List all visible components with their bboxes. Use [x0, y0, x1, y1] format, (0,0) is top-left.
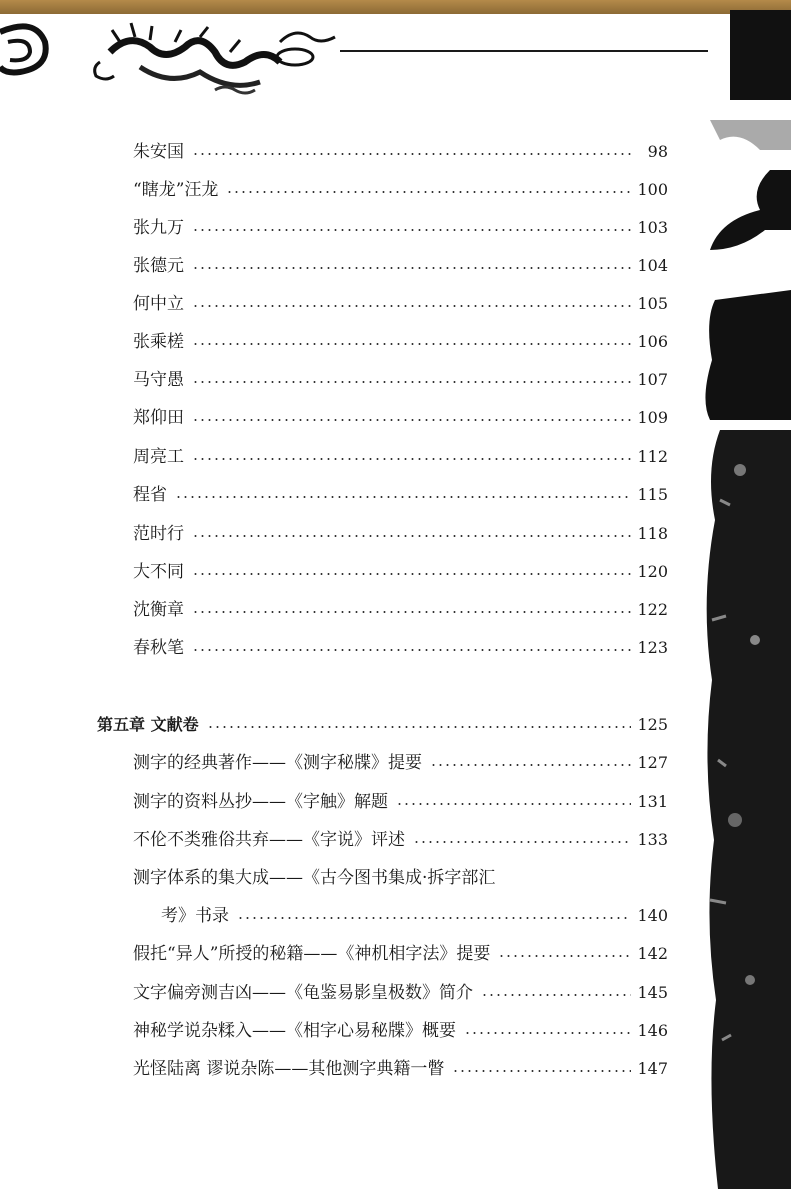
dot-leader	[226, 191, 631, 193]
toc-entry-page: 115	[637, 485, 668, 504]
dot-leader	[192, 381, 631, 383]
toc-entry-title: 张九万	[133, 218, 184, 238]
toc-entry	[133, 634, 668, 662]
toc-entry-title: 光怪陆离 谬说杂陈——其他测字典籍一瞥	[133, 1059, 445, 1079]
dot-leader	[192, 343, 631, 345]
toc-entry-page: 127	[637, 753, 668, 772]
toc-entry-page: 146	[637, 1021, 668, 1040]
toc-entry-page: 147	[637, 1059, 668, 1078]
dot-leader	[192, 649, 631, 651]
toc-entry-page: 133	[637, 830, 668, 849]
toc-entry-title: 张德元	[133, 256, 184, 276]
toc-entry-page: 120	[637, 562, 668, 581]
dot-leader	[192, 535, 631, 537]
chapter-page: 125	[637, 715, 668, 734]
toc-entry	[133, 214, 668, 242]
dot-leader	[237, 917, 631, 919]
toc-entry-page: 145	[637, 983, 668, 1002]
toc-entry	[133, 520, 668, 548]
toc-entry-page: 105	[637, 294, 668, 313]
toc-entry	[133, 252, 668, 280]
toc-entry	[133, 290, 668, 318]
toc-entry	[133, 826, 668, 854]
dot-leader	[481, 994, 631, 996]
chapter-heading	[97, 711, 668, 739]
toc-entry-title: 程省	[133, 485, 167, 505]
dot-leader	[192, 573, 631, 575]
toc-entry-title: 考》书录	[161, 906, 229, 926]
toc-entry-page: 98	[647, 142, 668, 161]
toc-entry	[133, 404, 668, 432]
toc-entry-page: 123	[637, 638, 668, 657]
dot-leader	[396, 803, 631, 805]
toc-entry-title: “瞎龙”汪龙	[133, 180, 219, 200]
toc-entry	[133, 1017, 668, 1045]
toc-entry-page: 107	[637, 370, 668, 389]
dot-leader	[192, 611, 631, 613]
toc-entry-title: 不伦不类雅俗共弃——《字说》评述	[133, 830, 405, 850]
toc-entry-title: 周亮工	[133, 447, 184, 467]
toc-entry-title: 沈衡章	[133, 600, 184, 620]
toc-entry-title: 假托“异人”所授的秘籍——《神机相字法》提要	[133, 944, 491, 964]
dot-leader	[413, 841, 631, 843]
toc-entry	[133, 176, 668, 204]
toc-entry	[133, 328, 668, 356]
toc-entry-title: 范时行	[133, 524, 184, 544]
toc-entry-title: 神秘学说杂糅入——《相字心易秘牒》概要	[133, 1021, 456, 1041]
toc-entry	[133, 558, 668, 586]
dot-leader	[192, 153, 632, 155]
toc-entry-page: 122	[637, 600, 668, 619]
chapter-title: 第五章 文献卷	[97, 715, 199, 734]
toc-entry-page: 100	[637, 180, 668, 199]
dot-leader	[430, 764, 631, 766]
toc-entry-line1	[133, 864, 668, 892]
toc-entry-continuation	[161, 902, 668, 930]
toc-entry-title: 马守愚	[133, 370, 184, 390]
toc-entry	[133, 940, 668, 968]
toc-entry-page: 104	[637, 256, 668, 275]
toc-entry-title: 郑仰田	[133, 408, 184, 428]
toc-entry	[133, 443, 668, 471]
dot-leader	[192, 419, 631, 421]
toc-entry	[133, 481, 668, 509]
toc-entry-page: 140	[637, 906, 668, 925]
toc-entry-page: 103	[637, 218, 668, 237]
toc-entry-title: 文字偏旁测吉凶——《龟鉴易影皇极数》简介	[133, 983, 473, 1003]
toc-entry-title: 大不同	[133, 562, 184, 582]
dot-leader	[192, 458, 631, 460]
dot-leader	[452, 1070, 631, 1072]
toc-entry	[133, 138, 668, 166]
dot-leader	[192, 267, 631, 269]
toc-entry	[133, 596, 668, 624]
dot-leader	[498, 955, 631, 957]
toc-entry	[133, 366, 668, 394]
toc-entry-page: 106	[637, 332, 668, 351]
toc-entry-page: 142	[637, 944, 668, 963]
dot-leader	[192, 229, 631, 231]
toc-entry-title: 测字的经典著作——《测字秘牒》提要	[133, 753, 422, 773]
toc-entry	[133, 749, 668, 777]
toc-entry-title: 何中立	[133, 294, 184, 314]
toc-entry-title: 张乘槎	[133, 332, 184, 352]
toc-entry-title: 春秋笔	[133, 638, 184, 658]
dot-leader	[175, 496, 631, 498]
dot-leader	[207, 726, 632, 728]
toc-entry-title: 测字体系的集大成——《古今图书集成·拆字部汇	[133, 868, 496, 888]
toc-entry-page: 109	[637, 408, 668, 427]
toc-entry	[133, 1055, 668, 1083]
toc-entry	[133, 788, 668, 816]
toc-entry-page: 131	[637, 792, 668, 811]
toc-entry-title: 测字的资料丛抄——《字触》解题	[133, 792, 388, 812]
toc-entry	[133, 979, 668, 1007]
dot-leader	[464, 1032, 631, 1034]
toc-entry-page: 118	[637, 524, 668, 543]
toc-entry-page: 112	[637, 447, 668, 466]
dot-leader	[192, 305, 631, 307]
toc-entry-title: 朱安国	[133, 142, 184, 162]
